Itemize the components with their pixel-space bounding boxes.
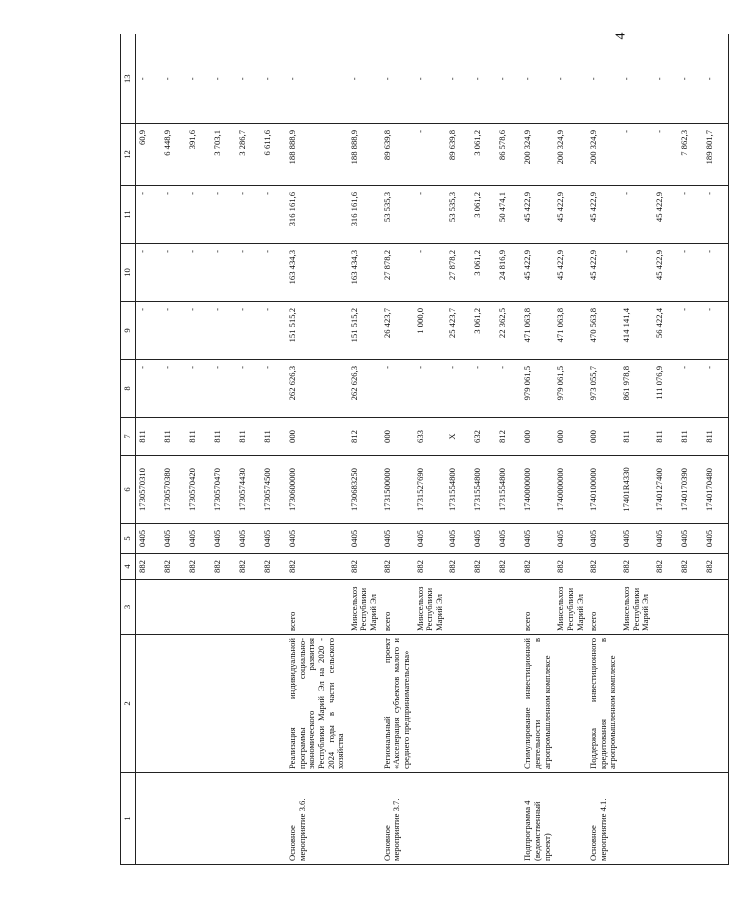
expense-type-cell: 811: [136, 418, 162, 456]
table-row: [653, 35, 678, 865]
amount-2022-cell: 45 422,9: [653, 186, 678, 244]
amount-2022-cell: -: [261, 186, 286, 244]
amount-2024-cell: -: [286, 35, 348, 124]
measure-description-cell: [236, 635, 261, 773]
table-row: [521, 35, 554, 865]
target-article-cell: 1731554800: [471, 456, 496, 524]
target-article-cell: 1731554800: [446, 456, 471, 524]
amount-2024-cell: -: [620, 35, 653, 124]
executor-cell: Минсельхоз Республики Марий Эл: [620, 580, 653, 635]
amount-2021-cell: -: [414, 244, 447, 302]
amount-2023-cell: -: [653, 124, 678, 186]
amount-2021-cell: -: [620, 244, 653, 302]
section-code-cell: 0405: [261, 524, 286, 554]
target-article-cell: 1740100000: [587, 456, 620, 524]
amount-2020-cell: -: [678, 302, 703, 360]
column-number-11: 11: [121, 186, 136, 244]
executor-cell: всего: [286, 580, 348, 635]
amount-2020-cell: 26 423,7: [381, 302, 414, 360]
amount-2021-cell: -: [703, 244, 729, 302]
amount-2023-cell: 200 324,9: [587, 124, 620, 186]
section-code-cell: 0405: [211, 524, 236, 554]
measure-description-cell: [703, 635, 729, 773]
amount-2023-cell: 89 639,8: [446, 124, 471, 186]
amount-2019-cell: -: [703, 360, 729, 418]
target-article-cell: 1740127400: [653, 456, 678, 524]
section-code-cell: 0405: [236, 524, 261, 554]
executor-cell: [236, 580, 261, 635]
amount-2021-cell: 45 422,9: [521, 244, 554, 302]
target-article-cell: 1730570310: [136, 456, 162, 524]
ministry-code-cell: 882: [381, 554, 414, 580]
amount-2022-cell: 45 422,9: [587, 186, 620, 244]
ministry-code-cell: 882: [471, 554, 496, 580]
page-number: 4: [613, 32, 629, 40]
amount-2019-cell: -: [186, 360, 211, 418]
header-row: [121, 35, 136, 865]
table-row: [554, 35, 587, 865]
amount-2020-cell: 22 362,5: [496, 302, 521, 360]
amount-2023-cell: 6 611,6: [261, 124, 286, 186]
amount-2022-cell: -: [620, 186, 653, 244]
measure-name-cell: [136, 773, 162, 865]
column-number-2: 2: [121, 635, 136, 773]
target-article-cell: 1730570420: [186, 456, 211, 524]
amount-2024-cell: -: [186, 35, 211, 124]
expense-type-cell: 633: [414, 418, 447, 456]
amount-2022-cell: 45 422,9: [521, 186, 554, 244]
executor-cell: всего: [521, 580, 554, 635]
column-number-10: 10: [121, 244, 136, 302]
amount-2019-cell: -: [211, 360, 236, 418]
column-number-3: 3: [121, 580, 136, 635]
amount-2020-cell: -: [236, 302, 261, 360]
executor-cell: всего: [587, 580, 620, 635]
measure-name-cell: Подпрограмма 4 (ведомственный проект): [521, 773, 554, 865]
amount-2022-cell: 3 061,2: [471, 186, 496, 244]
amount-2023-cell: 200 324,9: [521, 124, 554, 186]
measure-description-cell: [261, 635, 286, 773]
amount-2023-cell: 60,9: [136, 124, 162, 186]
section-code-cell: 0405: [186, 524, 211, 554]
amount-2020-cell: 471 063,8: [521, 302, 554, 360]
expense-type-cell: 811: [653, 418, 678, 456]
amount-2020-cell: -: [186, 302, 211, 360]
target-article-cell: 1730570470: [211, 456, 236, 524]
target-article-cell: 1740170390: [678, 456, 703, 524]
amount-2024-cell: -: [161, 35, 186, 124]
ministry-code-cell: 882: [703, 554, 729, 580]
amount-2023-cell: 86 578,6: [496, 124, 521, 186]
amount-2024-cell: -: [587, 35, 620, 124]
amount-2023-cell: 391,6: [186, 124, 211, 186]
expense-type-cell: 811: [261, 418, 286, 456]
target-article-cell: 1731527690: [414, 456, 447, 524]
amount-2019-cell: 262 626,3: [286, 360, 348, 418]
measure-name-cell: [446, 773, 471, 865]
column-number-12: 12: [121, 124, 136, 186]
measure-name-cell: [161, 773, 186, 865]
amount-2023-cell: 7 862,3: [678, 124, 703, 186]
amount-2019-cell: -: [414, 360, 447, 418]
section-code-cell: 0405: [136, 524, 162, 554]
budget-table-page: [120, 35, 714, 865]
target-article-cell: 1730570380: [161, 456, 186, 524]
table-row: [587, 35, 620, 865]
measure-name-cell: [678, 773, 703, 865]
amount-2024-cell: -: [136, 35, 162, 124]
target-article-cell: 1740170480: [703, 456, 729, 524]
amount-2023-cell: -: [414, 124, 447, 186]
amount-2021-cell: 45 422,9: [587, 244, 620, 302]
measure-description-cell: [620, 635, 653, 773]
amount-2021-cell: 163 434,3: [348, 244, 381, 302]
executor-cell: [136, 580, 162, 635]
amount-2024-cell: -: [414, 35, 447, 124]
expense-type-cell: 000: [554, 418, 587, 456]
amount-2019-cell: 979 061,5: [521, 360, 554, 418]
section-code-cell: 0405: [446, 524, 471, 554]
table-row: [348, 35, 381, 865]
measure-name-cell: [653, 773, 678, 865]
column-number-13: 13: [121, 35, 136, 124]
table-row: [446, 35, 471, 865]
amount-2020-cell: 470 563,8: [587, 302, 620, 360]
table-row: [136, 35, 162, 865]
measure-name-cell: [620, 773, 653, 865]
target-article-cell: 1740000000: [521, 456, 554, 524]
amount-2019-cell: -: [471, 360, 496, 418]
amount-2019-cell: 973 055,7: [587, 360, 620, 418]
expense-type-cell: 000: [587, 418, 620, 456]
amount-2019-cell: -: [678, 360, 703, 418]
table-row: [236, 35, 261, 865]
measure-name-cell: Основное мероприятие 3.6.: [286, 773, 348, 865]
amount-2021-cell: -: [678, 244, 703, 302]
amount-2023-cell: 6 448,9: [161, 124, 186, 186]
column-number-1: 1: [121, 773, 136, 865]
measure-description-cell: [496, 635, 521, 773]
amount-2022-cell: 316 161,6: [348, 186, 381, 244]
executor-cell: [446, 580, 471, 635]
section-code-cell: 0405: [587, 524, 620, 554]
amount-2024-cell: -: [381, 35, 414, 124]
executor-cell: [211, 580, 236, 635]
ministry-code-cell: 882: [348, 554, 381, 580]
amount-2020-cell: -: [261, 302, 286, 360]
amount-2019-cell: 262 626,3: [348, 360, 381, 418]
amount-2020-cell: 414 141,4: [620, 302, 653, 360]
column-number-4: 4: [121, 554, 136, 580]
expense-type-cell: 811: [703, 418, 729, 456]
amount-2022-cell: 50 474,1: [496, 186, 521, 244]
table-row: [703, 35, 729, 865]
ministry-code-cell: 882: [261, 554, 286, 580]
amount-2019-cell: -: [136, 360, 162, 418]
amount-2019-cell: 979 061,5: [554, 360, 587, 418]
expense-type-cell: 811: [678, 418, 703, 456]
amount-2022-cell: -: [703, 186, 729, 244]
amount-2021-cell: 3 061,2: [471, 244, 496, 302]
measure-description-cell: [161, 635, 186, 773]
expense-type-cell: 000: [286, 418, 348, 456]
amount-2024-cell: -: [521, 35, 554, 124]
ministry-code-cell: 882: [136, 554, 162, 580]
amount-2023-cell: 89 639,8: [381, 124, 414, 186]
table-row: [471, 35, 496, 865]
expense-type-cell: 000: [521, 418, 554, 456]
measure-description-cell: [348, 635, 381, 773]
amount-2022-cell: -: [236, 186, 261, 244]
amount-2024-cell: -: [261, 35, 286, 124]
section-code-cell: 0405: [678, 524, 703, 554]
measure-description-cell: [554, 635, 587, 773]
table-row: [286, 35, 348, 865]
executor-cell: [653, 580, 678, 635]
column-number-5: 5: [121, 524, 136, 554]
ministry-code-cell: 882: [678, 554, 703, 580]
executor-cell: [186, 580, 211, 635]
table-row: [161, 35, 186, 865]
amount-2021-cell: -: [261, 244, 286, 302]
table-row: [620, 35, 653, 865]
ministry-code-cell: 882: [496, 554, 521, 580]
ministry-code-cell: 882: [161, 554, 186, 580]
expense-type-cell: 811: [161, 418, 186, 456]
table-row: [414, 35, 447, 865]
amount-2022-cell: 53 535,3: [446, 186, 471, 244]
target-article-cell: 1731500000: [381, 456, 414, 524]
amount-2024-cell: -: [348, 35, 381, 124]
amount-2021-cell: 45 422,9: [653, 244, 678, 302]
amount-2019-cell: -: [381, 360, 414, 418]
target-article-cell: 1730683250: [348, 456, 381, 524]
amount-2019-cell: 861 978,8: [620, 360, 653, 418]
measure-name-cell: [348, 773, 381, 865]
measure-description-cell: Реализация индивидуальной программы социально-экономического развития Республики Марий Эл на 2020 - 2024 годы в части сельского хозяйства: [286, 635, 348, 773]
amount-2022-cell: 45 422,9: [554, 186, 587, 244]
measure-description-cell: [186, 635, 211, 773]
amount-2022-cell: -: [186, 186, 211, 244]
measure-description-cell: [471, 635, 496, 773]
section-code-cell: 0405: [703, 524, 729, 554]
ministry-code-cell: 882: [236, 554, 261, 580]
section-code-cell: 0405: [554, 524, 587, 554]
budget-table: [120, 32, 729, 866]
amount-2020-cell: 56 422,4: [653, 302, 678, 360]
amount-2020-cell: -: [161, 302, 186, 360]
section-code-cell: 0405: [381, 524, 414, 554]
amount-2021-cell: -: [211, 244, 236, 302]
expense-type-cell: 812: [496, 418, 521, 456]
executor-cell: [261, 580, 286, 635]
amount-2021-cell: -: [236, 244, 261, 302]
amount-2020-cell: 25 423,7: [446, 302, 471, 360]
expense-type-cell: 811: [186, 418, 211, 456]
section-code-cell: 0405: [286, 524, 348, 554]
measure-name-cell: [261, 773, 286, 865]
amount-2023-cell: 188 888,9: [348, 124, 381, 186]
amount-2020-cell: 3 061,2: [471, 302, 496, 360]
table-row: [381, 35, 414, 865]
amount-2022-cell: -: [211, 186, 236, 244]
amount-2024-cell: -: [236, 35, 261, 124]
table-row: [678, 35, 703, 865]
amount-2021-cell: 163 434,3: [286, 244, 348, 302]
measure-description-cell: [414, 635, 447, 773]
amount-2024-cell: -: [554, 35, 587, 124]
amount-2020-cell: -: [703, 302, 729, 360]
executor-cell: [471, 580, 496, 635]
measure-name-cell: [554, 773, 587, 865]
amount-2023-cell: 200 324,9: [554, 124, 587, 186]
section-code-cell: 0405: [620, 524, 653, 554]
expense-type-cell: 811: [620, 418, 653, 456]
target-article-cell: 17401R4330: [620, 456, 653, 524]
executor-cell: [161, 580, 186, 635]
executor-cell: [703, 580, 729, 635]
amount-2021-cell: 45 422,9: [554, 244, 587, 302]
table-row: [186, 35, 211, 865]
measure-name-cell: [703, 773, 729, 865]
amount-2021-cell: -: [186, 244, 211, 302]
expense-type-cell: 632: [471, 418, 496, 456]
ministry-code-cell: 882: [414, 554, 447, 580]
executor-cell: [496, 580, 521, 635]
amount-2023-cell: 3 703,1: [211, 124, 236, 186]
ministry-code-cell: 882: [587, 554, 620, 580]
target-article-cell: 1740000000: [554, 456, 587, 524]
amount-2019-cell: -: [161, 360, 186, 418]
measure-description-cell: [446, 635, 471, 773]
amount-2020-cell: -: [136, 302, 162, 360]
table-row: [496, 35, 521, 865]
amount-2024-cell: -: [446, 35, 471, 124]
amount-2020-cell: -: [211, 302, 236, 360]
amount-2019-cell: -: [496, 360, 521, 418]
amount-2023-cell: -: [620, 124, 653, 186]
measure-description-cell: Поддержка инвестиционного кредитования в агропромышленном комплексе: [587, 635, 620, 773]
measure-name-cell: Основное мероприятие 4.1.: [587, 773, 620, 865]
column-number-8: 8: [121, 360, 136, 418]
measure-description-cell: [678, 635, 703, 773]
amount-2020-cell: 151 515,2: [348, 302, 381, 360]
amount-2023-cell: 3 286,7: [236, 124, 261, 186]
executor-cell: всего: [381, 580, 414, 635]
amount-2024-cell: -: [211, 35, 236, 124]
amount-2023-cell: 189 801,7: [703, 124, 729, 186]
amount-2022-cell: -: [414, 186, 447, 244]
expense-type-cell: 812: [348, 418, 381, 456]
amount-2024-cell: -: [678, 35, 703, 124]
amount-2024-cell: -: [496, 35, 521, 124]
amount-2019-cell: 111 076,9: [653, 360, 678, 418]
amount-2020-cell: 1 000,0: [414, 302, 447, 360]
amount-2020-cell: 471 063,8: [554, 302, 587, 360]
ministry-code-cell: 882: [521, 554, 554, 580]
ministry-code-cell: 882: [554, 554, 587, 580]
executor-cell: [678, 580, 703, 635]
measure-name-cell: [186, 773, 211, 865]
target-article-cell: 1730574500: [261, 456, 286, 524]
target-article-cell: 1730574430: [236, 456, 261, 524]
executor-cell: Минсельхоз Республики Марий Эл: [554, 580, 587, 635]
table-row: [211, 35, 236, 865]
amount-2024-cell: -: [653, 35, 678, 124]
amount-2021-cell: -: [136, 244, 162, 302]
table-row: [261, 35, 286, 865]
amount-2021-cell: 27 878,2: [381, 244, 414, 302]
amount-2022-cell: -: [136, 186, 162, 244]
expense-type-cell: 811: [211, 418, 236, 456]
measure-name-cell: [471, 773, 496, 865]
amount-2019-cell: -: [446, 360, 471, 418]
measure-name-cell: [414, 773, 447, 865]
amount-2019-cell: -: [261, 360, 286, 418]
amount-2024-cell: -: [703, 35, 729, 124]
amount-2022-cell: -: [678, 186, 703, 244]
ministry-code-cell: 882: [286, 554, 348, 580]
section-code-cell: 0405: [348, 524, 381, 554]
ministry-code-cell: 882: [211, 554, 236, 580]
measure-description-cell: Региональный проект «Акселерация субъектов малого и среднего предпринимательства»: [381, 635, 414, 773]
measure-name-cell: [211, 773, 236, 865]
expense-type-cell: 811: [236, 418, 261, 456]
amount-2020-cell: 151 515,2: [286, 302, 348, 360]
target-article-cell: 1730600000: [286, 456, 348, 524]
section-code-cell: 0405: [471, 524, 496, 554]
amount-2019-cell: -: [236, 360, 261, 418]
amount-2023-cell: 3 061,2: [471, 124, 496, 186]
measure-description-cell: [653, 635, 678, 773]
measure-description-cell: Стимулирование инвестиционной деятельности в агропромышленном комплексе: [521, 635, 554, 773]
amount-2022-cell: 316 161,6: [286, 186, 348, 244]
section-code-cell: 0405: [414, 524, 447, 554]
column-number-9: 9: [121, 302, 136, 360]
measure-name-cell: [496, 773, 521, 865]
section-code-cell: 0405: [521, 524, 554, 554]
column-number-6: 6: [121, 456, 136, 524]
amount-2023-cell: 188 888,9: [286, 124, 348, 186]
section-code-cell: 0405: [653, 524, 678, 554]
expense-type-cell: X: [446, 418, 471, 456]
amount-2021-cell: 24 816,9: [496, 244, 521, 302]
ministry-code-cell: 882: [653, 554, 678, 580]
ministry-code-cell: 882: [446, 554, 471, 580]
amount-2024-cell: -: [471, 35, 496, 124]
amount-2022-cell: -: [161, 186, 186, 244]
measure-name-cell: Основное мероприятие 3.7.: [381, 773, 414, 865]
amount-2021-cell: 27 878,2: [446, 244, 471, 302]
measure-description-cell: [211, 635, 236, 773]
column-number-7: 7: [121, 418, 136, 456]
section-code-cell: 0405: [496, 524, 521, 554]
amount-2022-cell: 53 535,3: [381, 186, 414, 244]
target-article-cell: 1731554800: [496, 456, 521, 524]
ministry-code-cell: 882: [186, 554, 211, 580]
executor-cell: Минсельхоз Республики Марий Эл: [414, 580, 447, 635]
executor-cell: Минсельхоз Республики Марий Эл: [348, 580, 381, 635]
expense-type-cell: 000: [381, 418, 414, 456]
measure-description-cell: [136, 635, 162, 773]
amount-2021-cell: -: [161, 244, 186, 302]
ministry-code-cell: 882: [620, 554, 653, 580]
measure-name-cell: [236, 773, 261, 865]
section-code-cell: 0405: [161, 524, 186, 554]
